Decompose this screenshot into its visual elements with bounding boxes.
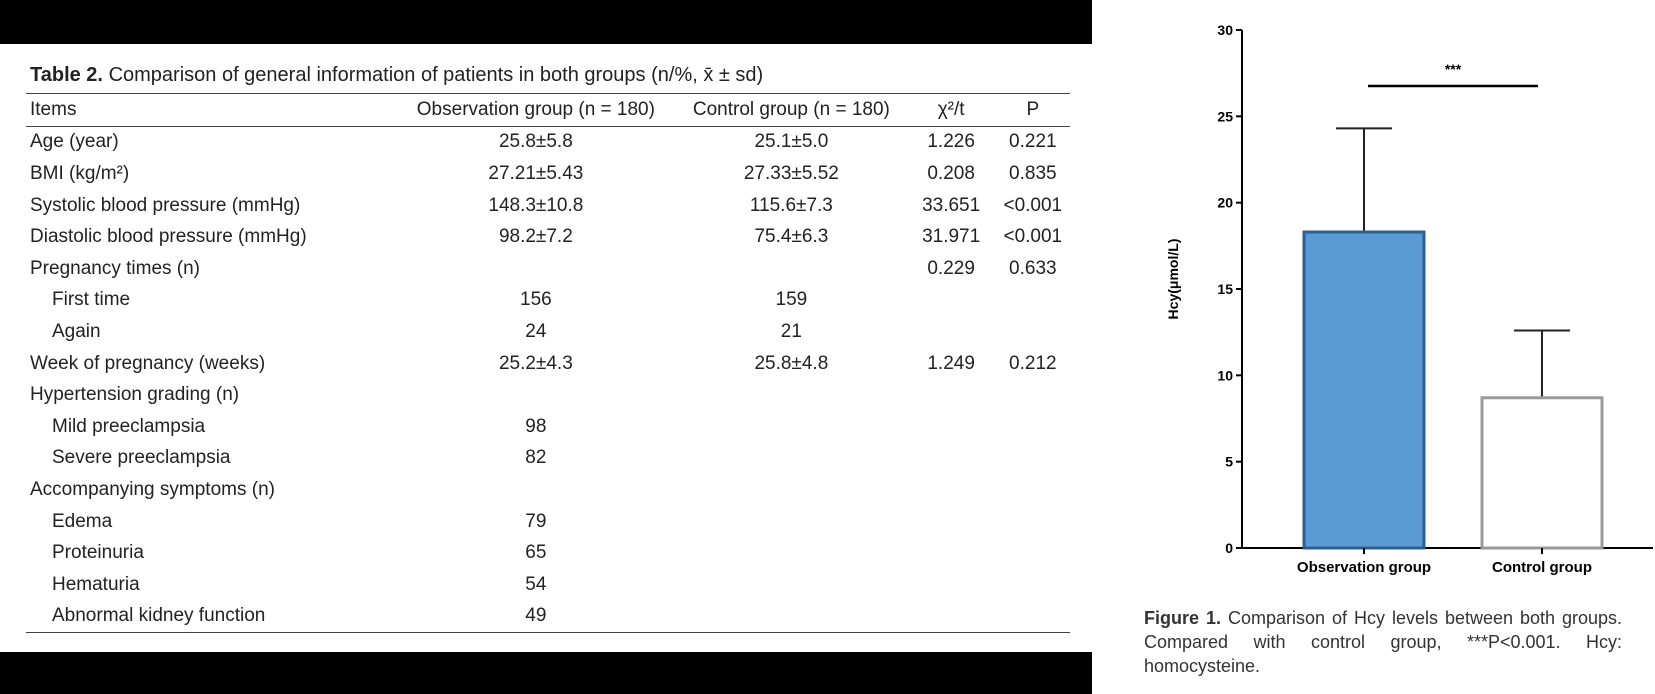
cell-statistic: 1.226 bbox=[927, 131, 975, 153]
figure-caption-text: Comparison of Hcy levels between both groups. Compared with control group, ***P<0.001. Hcy: homocysteine. bbox=[1144, 608, 1623, 676]
cell-control bbox=[676, 443, 906, 475]
cell-p-value bbox=[996, 316, 1070, 348]
cell-item: Mild preeclampsia bbox=[52, 415, 206, 437]
cell-p-value: 0.212 bbox=[1009, 352, 1057, 374]
cell-p-value: <0.001 bbox=[1003, 194, 1063, 216]
header-items: Items bbox=[30, 98, 77, 120]
x-tick-label: Observation group bbox=[1296, 559, 1432, 576]
cell-item: Severe preeclampsia bbox=[52, 447, 231, 469]
cell-control: 75.4±6.3 bbox=[754, 226, 829, 248]
table-caption bbox=[30, 64, 1070, 87]
cell-observation: 98.2±7.2 bbox=[498, 226, 573, 248]
cell-statistic bbox=[907, 601, 996, 633]
y-tick-label: 15 bbox=[1217, 281, 1233, 297]
cell-item: Diastolic blood pressure (mmHg) bbox=[30, 226, 307, 248]
cell-control: 25.1±5.0 bbox=[754, 131, 829, 153]
header-observation-group: Observation group (n = 180) bbox=[416, 98, 655, 120]
cell-p-value bbox=[996, 601, 1070, 633]
cell-control bbox=[676, 506, 906, 538]
table-row bbox=[26, 379, 1070, 411]
black-bar-top bbox=[0, 0, 1092, 44]
cell-statistic bbox=[907, 506, 996, 538]
cell-p-value: 0.633 bbox=[1009, 257, 1057, 279]
cell-statistic: 33.651 bbox=[922, 194, 981, 216]
cell-p-value: <0.001 bbox=[1003, 226, 1063, 248]
cell-p-value: 0.221 bbox=[1009, 131, 1057, 153]
cell-statistic: 1.249 bbox=[927, 352, 975, 374]
cell-observation: 98 bbox=[525, 415, 547, 437]
cell-item: Again bbox=[52, 320, 101, 342]
table-row bbox=[26, 506, 1070, 538]
cell-observation: 82 bbox=[525, 447, 547, 469]
cell-control bbox=[676, 253, 906, 285]
cell-item: Age (year) bbox=[30, 131, 119, 153]
y-tick-label: 10 bbox=[1217, 367, 1233, 384]
table-body bbox=[26, 126, 1070, 633]
cell-observation: 148.3±10.8 bbox=[488, 194, 584, 216]
table-row bbox=[26, 569, 1070, 601]
y-tick-label: 20 bbox=[1217, 194, 1233, 211]
figure-caption bbox=[1144, 606, 1622, 678]
cell-p-value bbox=[996, 379, 1070, 411]
cell-control bbox=[676, 474, 906, 506]
table-row bbox=[26, 316, 1070, 348]
table-row bbox=[26, 126, 1070, 158]
cell-statistic bbox=[907, 411, 996, 443]
cell-item: Abnormal kidney function bbox=[52, 605, 266, 627]
cell-item: Proteinuria bbox=[52, 542, 144, 564]
data-table bbox=[26, 93, 1070, 633]
cell-control: 159 bbox=[775, 289, 808, 311]
cell-statistic bbox=[907, 537, 996, 569]
cell-p-value bbox=[996, 285, 1070, 317]
y-tick-label: 0 bbox=[1225, 540, 1233, 556]
cell-statistic: 0.208 bbox=[927, 162, 975, 184]
cell-item: BMI (kg/m²) bbox=[30, 162, 130, 184]
cell-observation: 49 bbox=[525, 605, 547, 627]
cell-p-value bbox=[996, 443, 1070, 475]
cell-control: 27.33±5.52 bbox=[743, 162, 839, 184]
cell-statistic bbox=[907, 316, 996, 348]
y-tick-label: 25 bbox=[1217, 108, 1233, 125]
figure-caption-label: Figure 1. bbox=[1144, 608, 1221, 628]
cell-observation: 25.8±5.8 bbox=[498, 131, 573, 153]
table-caption-text: Comparison of general information of patients in both groups (n/%, x̄ ± sd) bbox=[108, 64, 764, 86]
figure-1 bbox=[1140, 0, 1655, 694]
cell-observation: 54 bbox=[525, 573, 547, 595]
table-caption-label: Table 2. bbox=[30, 64, 103, 86]
cell-p-value bbox=[996, 537, 1070, 569]
cell-control bbox=[676, 379, 906, 411]
cell-statistic bbox=[907, 443, 996, 475]
table-row bbox=[26, 221, 1070, 253]
cell-statistic bbox=[907, 379, 996, 411]
cell-control bbox=[676, 537, 906, 569]
cell-statistic: 31.971 bbox=[922, 226, 981, 248]
table-row bbox=[26, 537, 1070, 569]
cell-item: Hypertension grading (n) bbox=[30, 384, 240, 406]
table-row bbox=[26, 348, 1070, 380]
cell-item: Hematuria bbox=[52, 573, 140, 595]
cell-p-value bbox=[996, 506, 1070, 538]
cell-statistic bbox=[907, 285, 996, 317]
cell-observation: 27.21±5.43 bbox=[488, 162, 584, 184]
table-header-row bbox=[26, 94, 1070, 127]
cell-observation bbox=[396, 379, 677, 411]
cell-statistic bbox=[907, 569, 996, 601]
cell-p-value bbox=[996, 569, 1070, 601]
cell-control bbox=[676, 411, 906, 443]
significance-marker: *** bbox=[1444, 61, 1462, 77]
y-tick-label: 5 bbox=[1225, 453, 1233, 470]
cell-control: 115.6±7.3 bbox=[749, 194, 833, 216]
black-bar-bottom bbox=[0, 652, 1092, 694]
cell-statistic: 0.229 bbox=[927, 257, 975, 279]
cell-control: 21 bbox=[780, 320, 802, 342]
cell-observation bbox=[396, 474, 677, 506]
cell-control: 25.8±4.8 bbox=[754, 352, 829, 374]
table-row bbox=[26, 601, 1070, 633]
cell-observation: 79 bbox=[525, 510, 547, 532]
table-2 bbox=[26, 64, 1070, 633]
cell-item: Accompanying symptoms (n) bbox=[30, 478, 275, 500]
bar-chart bbox=[1140, 0, 1655, 600]
cell-observation: 24 bbox=[525, 320, 547, 342]
cell-observation bbox=[396, 253, 677, 285]
header-p-value: P bbox=[1026, 98, 1040, 120]
header-statistic: χ²/t bbox=[937, 98, 965, 120]
cell-control bbox=[676, 601, 906, 633]
cell-p-value bbox=[996, 411, 1070, 443]
bar bbox=[1304, 232, 1424, 548]
cell-item: Week of pregnancy (weeks) bbox=[30, 352, 266, 374]
cell-p-value bbox=[996, 474, 1070, 506]
cell-observation: 65 bbox=[525, 542, 547, 564]
bar bbox=[1482, 398, 1602, 548]
cell-observation: 156 bbox=[520, 289, 552, 311]
cell-observation: 25.2±4.3 bbox=[498, 352, 573, 374]
cell-item: Systolic blood pressure (mmHg) bbox=[30, 194, 301, 216]
y-axis-label: Hcy(μmol/L) bbox=[1165, 238, 1181, 320]
table-row bbox=[26, 253, 1070, 285]
table-row bbox=[26, 190, 1070, 222]
cell-item: Pregnancy times (n) bbox=[30, 257, 201, 279]
cell-item: Edema bbox=[52, 510, 113, 532]
cell-statistic bbox=[907, 474, 996, 506]
cell-control bbox=[676, 569, 906, 601]
x-tick-label: Control group bbox=[1492, 559, 1592, 576]
table-row bbox=[26, 474, 1070, 506]
y-tick-label: 30 bbox=[1217, 22, 1233, 38]
header-control-group: Control group (n = 180) bbox=[692, 98, 890, 120]
table-row bbox=[26, 411, 1070, 443]
cell-item: First time bbox=[52, 289, 131, 311]
table-row bbox=[26, 285, 1070, 317]
table-row bbox=[26, 443, 1070, 475]
cell-p-value: 0.835 bbox=[1009, 162, 1057, 184]
table-row bbox=[26, 158, 1070, 190]
